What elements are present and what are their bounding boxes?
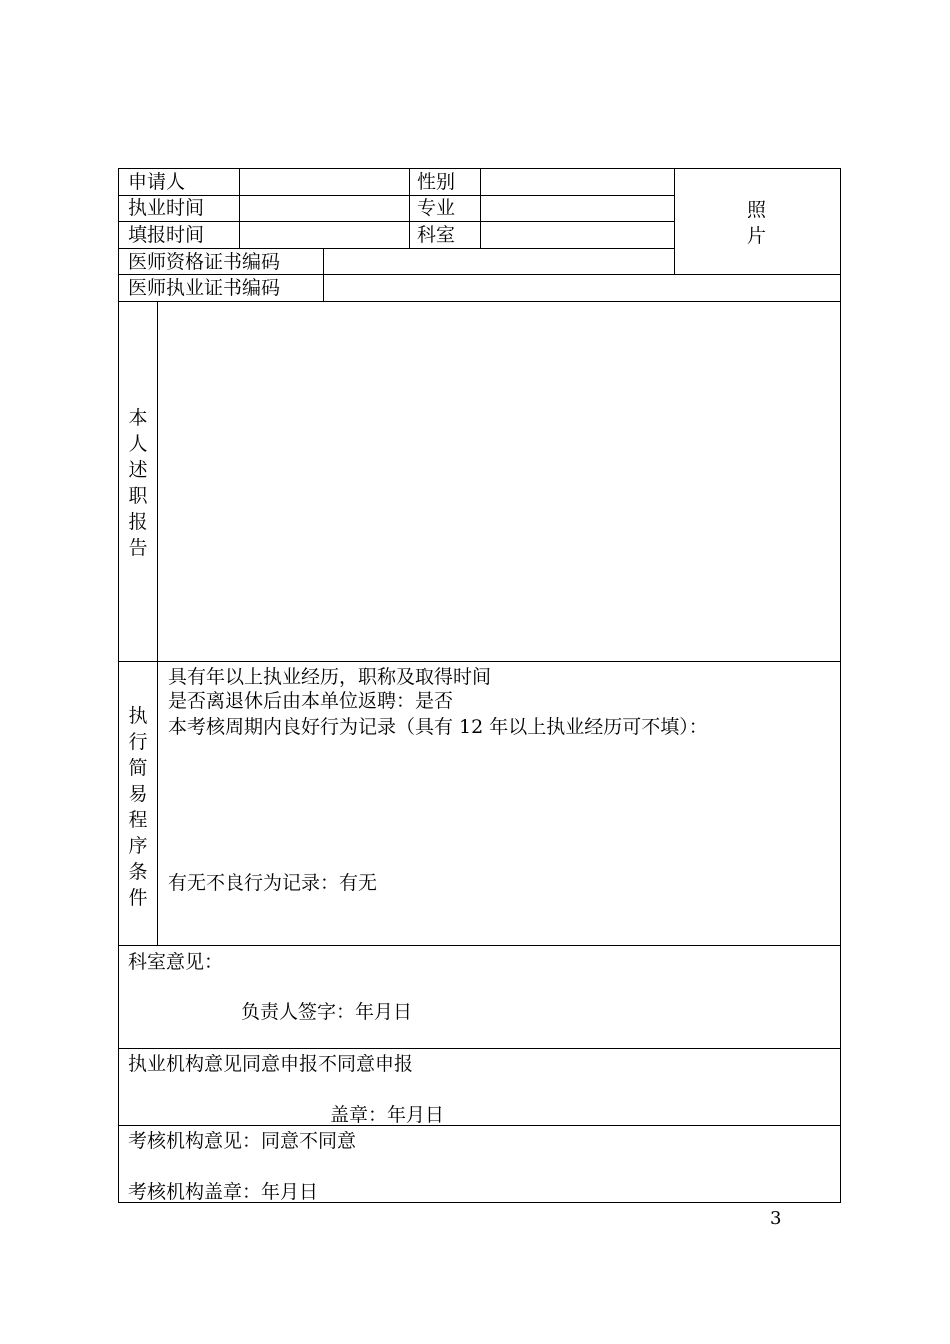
good-conduct-line: 本考核周期内良好行为记录（具有 12 年以上执业经历可不填）： (168, 716, 708, 738)
col-divider-cert (323, 248, 324, 301)
practice-years-line: 具有年以上执业经历，职称及取得时间 (168, 666, 492, 688)
col-divider-label-value (239, 169, 240, 248)
simple-procedure-label: 执行简易程序条件 (128, 705, 148, 909)
institution-opinion-label: 执业机构意见同意申报不同意申报 (128, 1053, 414, 1075)
row-divider-7 (119, 945, 840, 946)
photo-label-line1: 照 (747, 199, 767, 221)
col-divider-label-value-2 (480, 169, 481, 248)
gender-label: 性别 (417, 171, 456, 193)
department-label: 科室 (417, 224, 456, 246)
col-divider-photo (674, 169, 675, 274)
specialty-label: 专业 (417, 197, 456, 219)
row-divider-9 (119, 1125, 840, 1126)
row-divider-5 (119, 301, 840, 302)
rehired-line: 是否离退休后由本单位返聘：是否 (168, 690, 454, 712)
application-form-table (118, 168, 841, 1203)
fill-time-label: 填报时间 (128, 224, 205, 246)
photo-label-line2: 片 (747, 225, 767, 247)
applicant-label: 申请人 (128, 171, 186, 193)
department-opinion-label: 科室意见： (128, 951, 224, 973)
report-section-label: 本人述职报告 (128, 407, 148, 559)
department-sign-line: 负责人签字：年月日 (241, 1001, 413, 1023)
col-divider-value-label (409, 169, 410, 248)
qualification-cert-label: 医师资格证书编码 (128, 251, 281, 273)
institution-seal-line: 盖章：年月日 (330, 1104, 445, 1126)
assessment-opinion-label: 考核机构意见：同意不同意 (128, 1130, 357, 1152)
practice-cert-label: 医师执业证书编码 (128, 277, 281, 299)
assessment-seal-line: 考核机构盖章：年月日 (128, 1181, 319, 1203)
practice-time-label: 执业时间 (128, 197, 205, 219)
col-divider-side-label (157, 301, 158, 945)
row-divider-6 (119, 661, 840, 662)
page-number: 3 (770, 1208, 782, 1229)
bad-conduct-line: 有无不良行为记录：有无 (168, 872, 378, 894)
row-divider-8 (119, 1048, 840, 1049)
